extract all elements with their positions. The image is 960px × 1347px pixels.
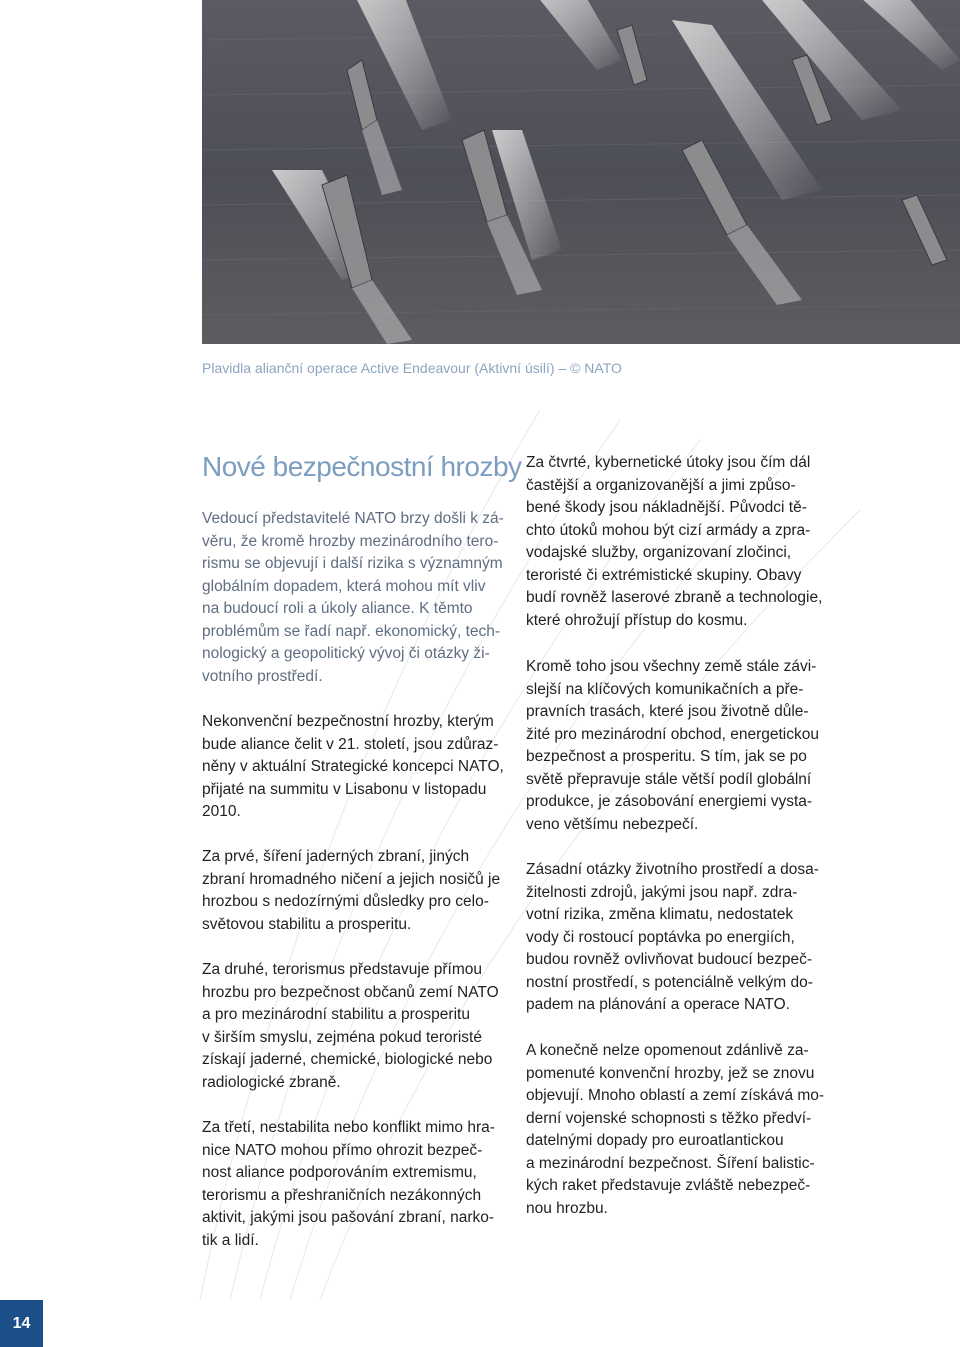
left-column-paragraph-4 <box>202 959 499 1094</box>
text-line: budou rovněž ovlivňovat budoucí bezpeč- <box>526 951 813 968</box>
text-line: častější a organizovanější a jimi způso- <box>526 476 796 494</box>
text-line: nostní prostředí, s potenciálně velkým do- <box>526 973 813 991</box>
paragraph <box>202 711 504 824</box>
text-line: aktivit, jakými jsou pašování zbraní, narko- <box>202 1209 495 1226</box>
text-line: padem na plánování a operace NATO. <box>526 996 790 1013</box>
text-line: a mezinárodní bezpečnost. Šíření balistic- <box>526 1154 815 1172</box>
text-line: pravních trasách, které jsou životně důle- <box>526 703 809 720</box>
paragraph <box>202 846 500 936</box>
text-line: v širším smyslu, zejména pokud teroristé <box>202 1028 482 1046</box>
text-line: tik a lidí. <box>202 1231 259 1249</box>
text-line: radiologické zbraně. <box>202 1073 341 1091</box>
left-column-paragraph-3 <box>202 846 500 936</box>
text-line: problémům se řadí např. ekonomický, tech- <box>202 622 501 640</box>
text-line: derní vojenské schopnosti s těžko předví- <box>526 1109 812 1127</box>
ships-photo-image <box>202 0 960 344</box>
text-line: bezpečnost a prosperitu. S tím, jak se po <box>526 748 807 765</box>
text-line: slejší na klíčových komunikačních a pře- <box>526 680 804 698</box>
text-line: věru, že kromě hrozby mezinárodního tero- <box>202 532 499 550</box>
text-line: bude aliance čelit v 21. století, jsou zdůraz- <box>202 735 499 753</box>
text-line: přijaté na summitu v Lisabonu v listopadu <box>202 780 487 798</box>
text-line: světě přepravuje stále větší podíl globální <box>526 770 812 788</box>
left-column <box>202 508 504 688</box>
text-line: něny v aktuální Strategické koncepci NATO, <box>202 758 504 775</box>
text-line: veno většímu nebezpečí. <box>526 815 699 833</box>
text-line: Vedoucí představitelé NATO brzy došli k zá- <box>202 510 504 527</box>
text-line: nice NATO mohou přímo ohrozit bezpeč- <box>202 1141 483 1159</box>
text-line: hrozbou s nedozírnými důsledky pro celo- <box>202 893 489 910</box>
right-column-paragraph-2 <box>526 656 819 836</box>
text-line: Kromě toho jsou všechny země stále závi- <box>526 658 817 675</box>
photo-caption: Plavidla alianční operace Active Endeavour (Aktivní úsilí) – © NATO <box>202 360 622 376</box>
page-number: 14 <box>0 1300 43 1347</box>
section-title: Nové bezpečnostní hrozby <box>202 451 522 482</box>
text-line: pomenuté konvenční hrozby, jež se znovu <box>526 1064 815 1082</box>
text-line: hrozbu pro bezpečnost občanů zemí NATO <box>202 983 499 1001</box>
text-line: globálním dopadem, která mohou mít vliv <box>202 577 486 595</box>
text-line: Nekonvenční bezpečnostní hrozby, kterým <box>202 713 494 730</box>
text-line: objevují. Mnoho oblastí a zemí získává mo- <box>526 1087 825 1104</box>
intro-paragraph <box>202 508 504 688</box>
text-line: vodajské služby, organizovaní zločinci, <box>526 544 792 561</box>
text-line: zbraní hromadného ničení a jejich nosičů je <box>202 870 501 888</box>
text-line: Za druhé, terorismus představuje přímou <box>202 961 482 978</box>
text-line: světovou stabilitu a prosperitu. <box>202 915 412 933</box>
text-line: nou hrozbu. <box>526 1199 608 1217</box>
text-line: kých raket představuje zvláště nebezpeč- <box>526 1177 811 1194</box>
text-line: 2010. <box>202 803 241 820</box>
text-line: rismu se objevují i další rizika s významným <box>202 555 503 572</box>
paragraph <box>526 452 822 632</box>
paragraph <box>526 656 819 836</box>
text-line: terorismu a přeshraničních nezákonných <box>202 1186 482 1204</box>
paragraph <box>202 959 499 1094</box>
paragraph <box>202 1117 495 1252</box>
text-line: datelnými dopady pro euroatlantickou <box>526 1132 784 1149</box>
text-line: na budoucí roli a úkoly aliance. K těmto <box>202 600 473 617</box>
text-line: vody či rostoucí poptávka po energiích, <box>526 928 795 946</box>
text-line: získají jaderné, chemické, biologické nebo <box>202 1051 493 1068</box>
text-line: nost aliance podporováním extremismu, <box>202 1164 477 1181</box>
text-line: Zásadní otázky životního prostředí a dosa- <box>526 861 819 878</box>
text-line: votního prostředí. <box>202 667 323 685</box>
left-column-paragraph-2 <box>202 711 504 824</box>
text-line: votní rizika, změna klimatu, nedostatek <box>526 906 794 923</box>
right-column-paragraph-4 <box>526 1040 824 1220</box>
left-column-paragraph-5 <box>202 1117 495 1252</box>
paragraph <box>526 859 819 1017</box>
paragraph <box>526 1040 824 1220</box>
text-line: žité pro mezinárodní obchod, energetickou <box>526 725 819 743</box>
text-line: nologický a geopolitický vývoj či otázky ži- <box>202 645 490 662</box>
right-column-paragraph-1 <box>526 452 822 632</box>
text-line: Za prvé, šíření jaderných zbraní, jiných <box>202 848 470 865</box>
ships-photo <box>202 0 960 344</box>
text-line: Za čtvrté, kybernetické útoky jsou čím dál <box>526 454 811 471</box>
text-line: chto útoků mohou být cizí armády a zpra- <box>526 521 811 539</box>
right-column-paragraph-3 <box>526 859 819 1017</box>
text-line: které ohrožují přístup do kosmu. <box>526 611 748 629</box>
text-line: teroristé či extrémistické skupiny. Obavy <box>526 566 802 584</box>
text-line: A konečně nelze opomenout zdánlivě za- <box>526 1042 809 1059</box>
text-line: bené škody jsou nákladnější. Původci tě- <box>526 499 807 516</box>
text-line: žitelnosti zdrojů, jakými jsou např. zdra- <box>526 883 798 901</box>
text-line: a pro mezinárodní stabilitu a prosperitu <box>202 1006 470 1023</box>
text-line: produkce, je zásobování energiemi vysta- <box>526 793 813 810</box>
text-line: Za třetí, nestabilita nebo konflikt mimo hra- <box>202 1119 495 1136</box>
text-line: budí rovněž laserové zbraně a technologie, <box>526 589 823 606</box>
